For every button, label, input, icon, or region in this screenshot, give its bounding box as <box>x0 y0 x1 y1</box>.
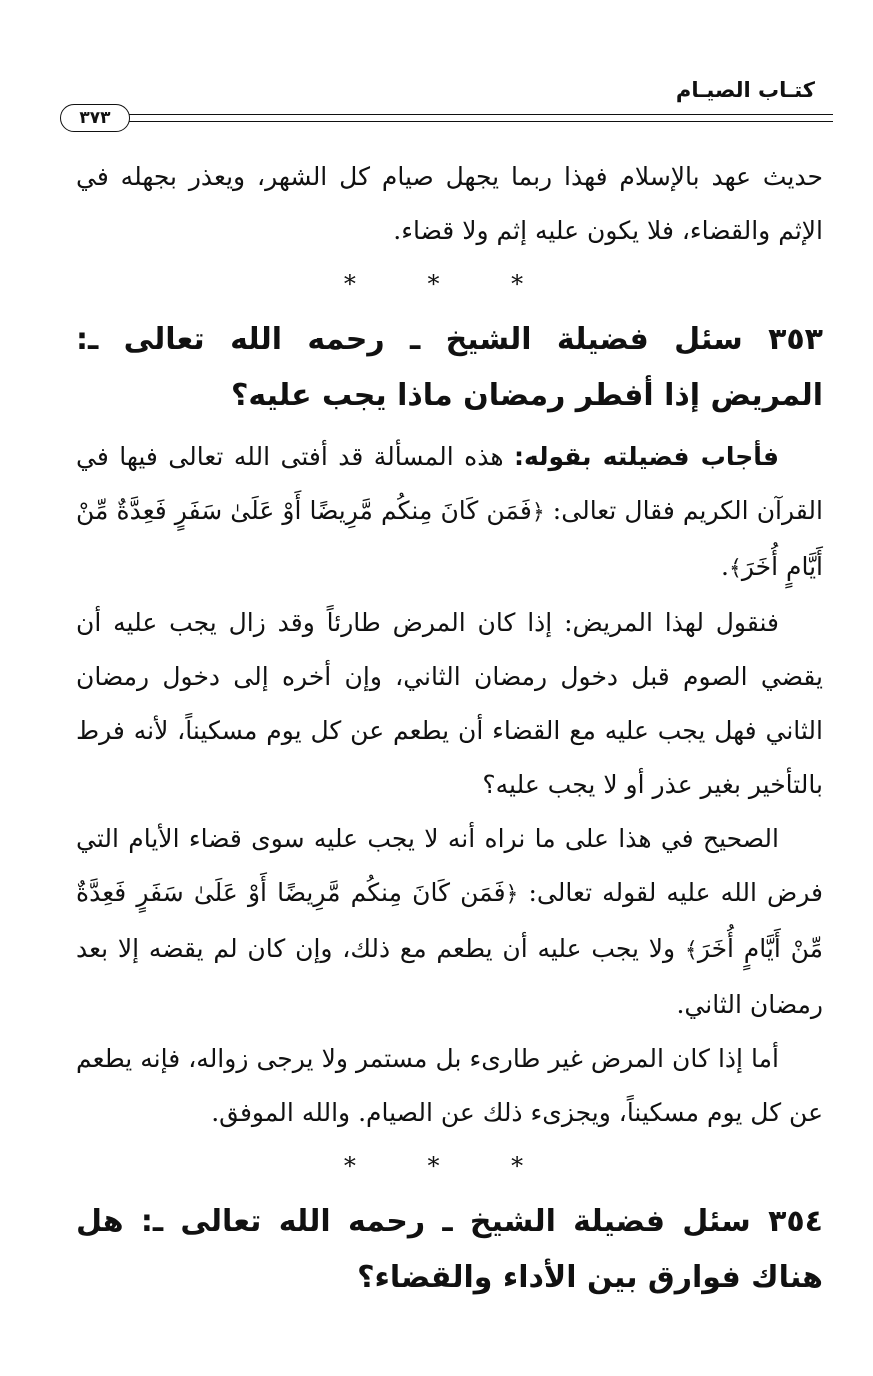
paragraph-4-end: ولا يجب عليه أن يطعم مع ذلك، وإن كان لم يقضه إلا بعد رمضان الثاني. <box>76 934 823 1019</box>
paragraph-5: أما إذا كان المرض غير طارىء بل مستمر ولا يرجى زواله، فإنه يطعم عن كل يوم مسكيناً، ويجزىء ذلك عن الصيام. والله الموفق. <box>76 1044 823 1127</box>
quran-open-bracket: ﴿ <box>531 500 545 525</box>
quran-verse-1: فَمَن كَانَ مِنكُم مَّرِيضًا أَوْ عَلَىٰ سَفَرٍ فَعِدَّةٌ مِّنْ أَيَّامٍ أُخَرَ <box>76 496 823 581</box>
quran-open-bracket-2: ﴿ <box>505 882 519 907</box>
question-354: ٣٥٤ سئل فضيلة الشيخ ـ رحمه الله تعالى ـ: هل هناك فوارق بين الأداء والقضاء؟ <box>76 1204 823 1295</box>
running-title: كتـاب الصيـام <box>675 78 815 102</box>
section-separator-2: * * * <box>343 1152 556 1180</box>
section-separator: * * * <box>343 270 556 298</box>
paragraph-4 <box>76 812 823 1032</box>
page-body <box>76 150 823 1312</box>
answer-end: . <box>721 552 729 581</box>
quran-close-bracket-2: ﴾ <box>684 938 698 963</box>
answer-lead: فأجاب فضيلته بقوله: <box>513 442 779 471</box>
answer-paragraph <box>76 430 823 596</box>
answer-text: هذه المسألة قد أفتى الله تعالى فيها في القرآن الكريم فقال تعالى: <box>76 442 823 525</box>
quran-verse-2: فَمَن كَانَ مِنكُم مَّرِيضًا أَوْ عَلَىٰ سَفَرٍ فَعِدَّةٌ مِّنْ أَيَّامٍ أُخَرَ <box>76 878 823 963</box>
page-number: ٣٧٣ <box>60 104 130 132</box>
quran-close-bracket: ﴾ <box>728 556 742 581</box>
paragraph-1: حديث عهد بالإسلام فهذا ربما يجهل صيام كل الشهر، ويعذر بجهله في الإثم والقضاء، فلا يكون عليه إثم ولا قضاء. <box>76 162 823 245</box>
paragraph-4-text: الصحيح في هذا على ما نراه أنه لا يجب عليه سوى قضاء الأيام التي فرض الله عليه لقوله تعالى: <box>76 824 823 907</box>
question-353: ٣٥٣ سئل فضيلة الشيخ ـ رحمه الله تعالى ـ: المريض إذا أفطر رمضان ماذا يجب عليه؟ <box>76 322 823 413</box>
paragraph-3: فنقول لهذا المريض: إذا كان المرض طارئاً وقد زال يجب عليه أن يقضي الصوم قبل دخول رمضان الثاني، وإن أخره إلى دخول رمضان الثاني فهل يجب عليه مع القضاء أن يطعم عن كل يوم مسكيناً، لأنه فرط بالتأخير بغير عذر أو لا يجب عليه؟ <box>76 608 823 799</box>
header-rule <box>126 114 833 122</box>
